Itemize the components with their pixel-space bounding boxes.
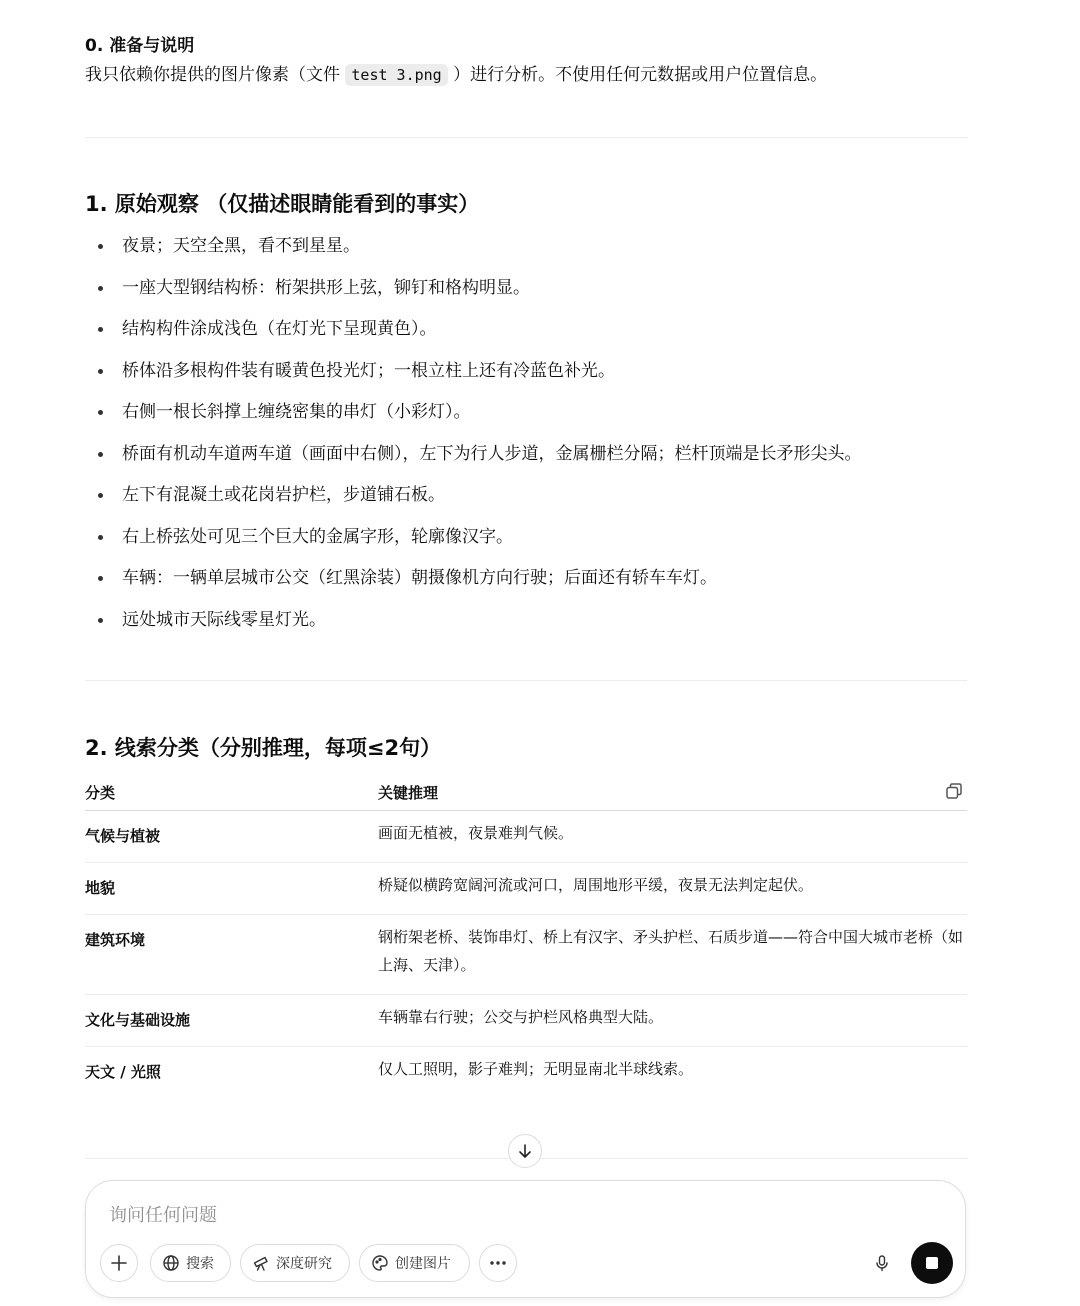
section-0-heading: 0. 准备与说明 [85, 36, 195, 56]
bullet [98, 369, 103, 374]
row-category: 文化与基础设施 [85, 1011, 191, 1029]
list-item-text: 结构构件涂成浅色（在灯光下呈现黄色）。 [122, 319, 437, 339]
composer [85, 1180, 966, 1298]
intro-text-after: ）进行分析。不使用任何元数据或用户位置信息。 [447, 65, 828, 85]
table-row [85, 915, 967, 995]
palette-icon [371, 1254, 389, 1272]
section-0-intro [85, 62, 827, 88]
list-item-text: 一座大型钢结构桥：桁架拱形上弦，铆钉和格构明显。 [122, 277, 530, 298]
scroll-down-button[interactable] [508, 1134, 542, 1168]
bullet [98, 493, 103, 498]
more-options-button[interactable] [479, 1244, 517, 1282]
list-item [85, 353, 967, 395]
observation-list [85, 228, 967, 643]
search-button-label: 搜索 [186, 1256, 214, 1272]
row-category: 建筑环境 [85, 931, 146, 949]
list-item-text: 远处城市天际线零星灯光。 [122, 609, 326, 630]
list-item-text: 右侧一根长斜撑上缠绕密集的串灯（小彩灯）。 [122, 402, 471, 422]
list-item [85, 436, 967, 478]
row-category: 天文 / 光照 [85, 1063, 161, 1081]
table-row [85, 863, 967, 915]
list-item-text: 右上桥弦处可见三个巨大的金属字形，轮廓像汉字。 [122, 526, 513, 547]
search-button[interactable] [150, 1244, 231, 1282]
deep-research-button-label: 深度研究 [276, 1256, 332, 1272]
microphone-icon [873, 1254, 891, 1272]
copy-icon[interactable] [945, 782, 963, 800]
bullet [98, 410, 103, 415]
divider [85, 137, 967, 138]
list-item-text: 桥体沿多根构件装有暖黄色投光灯；一根立柱上还有冷蓝色补光。 [122, 360, 615, 381]
list-item-text: 车辆：一辆单层城市公交（红黑涂装）朝摄像机方向行驶；后面还有轿车车灯。 [122, 568, 717, 588]
plus-icon [110, 1254, 128, 1272]
list-item [85, 477, 967, 519]
bullet [98, 286, 103, 291]
list-item [85, 602, 967, 644]
stop-button[interactable] [911, 1242, 953, 1284]
list-item [85, 228, 967, 270]
bullet [98, 576, 103, 581]
table-header [85, 774, 967, 811]
microphone-button[interactable] [863, 1244, 901, 1282]
list-item-text: 夜景；天空全黑，看不到星星。 [122, 236, 360, 256]
section-2-heading: 2. 线索分类（分别推理，每项≤2句） [85, 736, 442, 760]
header-category: 分类 [85, 784, 116, 802]
list-item [85, 311, 967, 353]
telescope-icon [252, 1254, 270, 1272]
header-reasoning: 关键推理 [378, 784, 439, 802]
create-image-button-label: 创建图片 [395, 1256, 451, 1272]
bullet [98, 327, 103, 332]
list-item [85, 394, 967, 436]
filename-code: test 3.png [345, 64, 447, 86]
list-item [85, 519, 967, 561]
create-image-button[interactable] [359, 1244, 470, 1282]
globe-icon [162, 1254, 180, 1272]
section-1-heading: 1. 原始观察 （仅描述眼睛能看到的事实） [85, 192, 480, 216]
list-item [85, 560, 967, 602]
row-reasoning: 画面无植被，夜景难判气候。 [378, 824, 574, 842]
list-item-text: 左下有混凝土或花岗岩护栏，步道铺石板。 [122, 485, 445, 505]
stop-icon [926, 1257, 938, 1269]
row-reasoning: 钢桁架老桥、装饰串灯、桥上有汉字、矛头护栏、石质步道——符合中国大城市老桥（如上海、天津）。 [378, 928, 964, 974]
deep-research-button[interactable] [240, 1244, 350, 1282]
row-category: 地貌 [85, 879, 116, 897]
add-button[interactable] [100, 1244, 138, 1282]
bullet [98, 535, 103, 540]
arrow-down-icon [517, 1143, 533, 1159]
table-row [85, 1047, 967, 1098]
table-row [85, 995, 967, 1047]
row-category: 气候与植被 [85, 827, 161, 845]
clue-table [85, 774, 967, 1098]
row-reasoning: 车辆靠右行驶；公交与护栏风格典型大陆。 [378, 1008, 664, 1026]
bullet [98, 244, 103, 249]
row-reasoning: 桥疑似横跨宽阔河流或河口，周围地形平缓，夜景无法判定起伏。 [378, 876, 814, 894]
bullet [98, 452, 103, 457]
intro-text-before: 我只依赖你提供的图片像素（文件 [85, 65, 346, 85]
row-reasoning: 仅人工照明，影子难判；无明显南北半球线索。 [378, 1060, 694, 1078]
bullet [98, 618, 103, 623]
list-item-text: 桥面有机动车道两车道（画面中右侧），左下为行人步道，金属栅栏分隔；栏杆顶端是长矛形尖头。 [122, 443, 862, 464]
divider [85, 680, 967, 681]
table-row [85, 811, 967, 863]
list-item [85, 270, 967, 312]
message-input[interactable]: 询问任何问题 [109, 1205, 217, 1226]
more-icon [489, 1260, 507, 1266]
